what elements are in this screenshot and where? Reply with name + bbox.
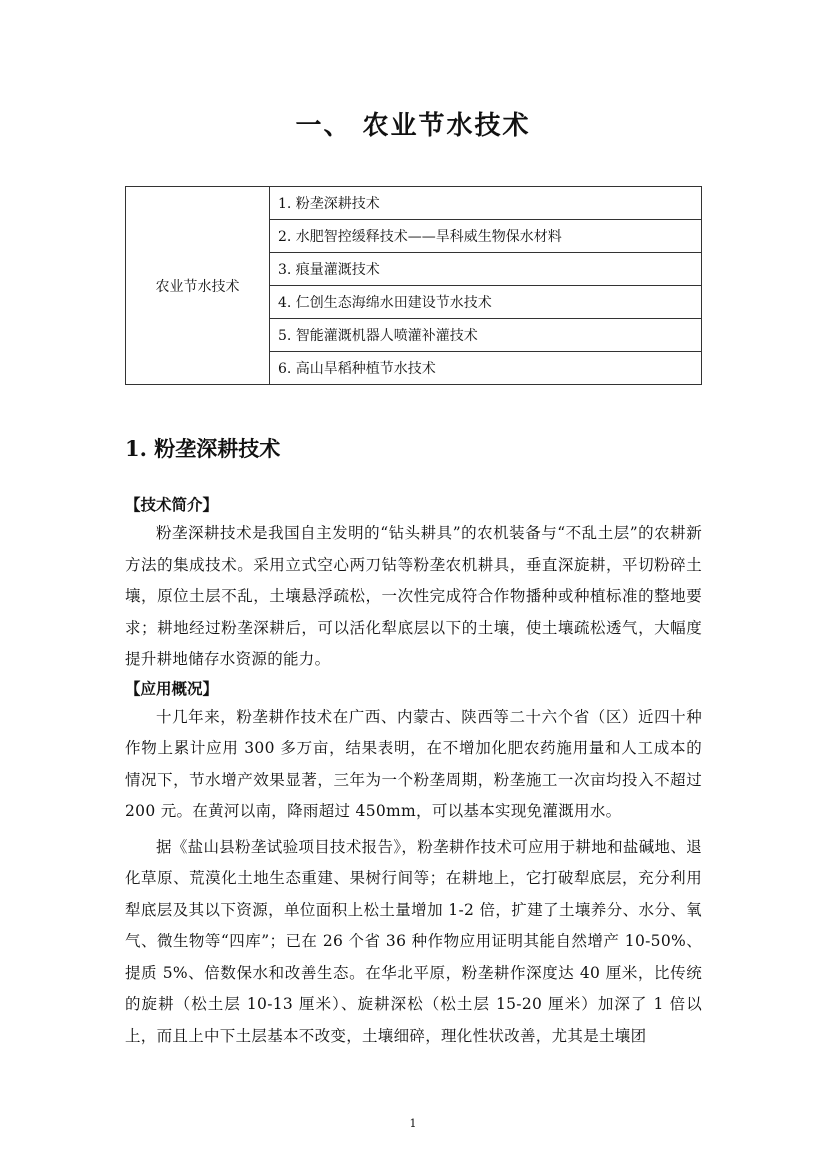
intro-paragraph: 粉垄深耕技术是我国自主发明的“钻头耕具”的农机装备与“不乱土层”的农耕新方法的集成技术。采用立式空心两刀钻等粉垄农机耕具，垂直深旋耕，平切粉碎土壤，原位土层不乱，土壤悬浮疏松，一次性完成符合作物播种或种植标准的整地要求；耕地经过粉垄深耕后，可以活化犁底层以下的土壤，使土壤疏松透气，大幅度提升耕地储存水资源的能力。 <box>125 524 702 668</box>
toc-item: 1. 粉垄深耕技术 <box>270 187 702 220</box>
section-body <box>125 492 702 1052</box>
intro-label: 【技术简介】 <box>125 496 219 514</box>
toc-item: 6. 高山旱稻种植节水技术 <box>270 352 702 385</box>
section-title: 1. 粉垄深耕技术 <box>125 436 281 461</box>
toc-item: 3. 痕量灌溉技术 <box>270 253 702 286</box>
usage-label: 【应用概况】 <box>125 679 219 698</box>
page-number: 1 <box>409 1117 417 1130</box>
toc-category: 农业节水技术 <box>126 187 270 385</box>
toc-table <box>125 186 702 385</box>
toc-item: 4. 仁创生态海绵水田建设节水技术 <box>270 286 702 319</box>
usage-paragraph: 据《盐山县粉垄试验项目技术报告》，粉垄耕作技术可应用于耕地和盐碱地、退化草原、荒漠化土地生态重建、果树行间等；在耕地上，它打破犁底层，充分利用犁底层及其以下资源，单位面积上松土量增加 1-2 倍，扩建了土壤养分、水分、氧气、微生物等“四库”；已在 26 个省 36 种作物应用证明其能自然增产 10-50%、提质 5%、倍数保水和改善生态。在华北平原，粉垄耕作深度达 40 厘米，比传统的旋耕（松土层 10-13 厘米）、旋耕深松（松土层 15-20 厘米）加深了 1 倍以上，而且上中下土层基本不改变，土壤细碎，理化性状改善，尤其是土壤团 <box>125 837 702 1045</box>
usage-paragraph: 十几年来，粉垄耕作技术在广西、内蒙古、陕西等二十六个省（区）近四十种作物上累计应用 300 多万亩，结果表明，在不增加化肥农药施用量和人工成本的情况下，节水增产效果显著，三年为一个粉垄周期，粉垄施工一次亩均投入不超过 200 元。在黄河以南，降雨超过 450mm，可以基本实现免灌溉用水。 <box>125 707 702 820</box>
toc-item: 5. 智能灌溉机器人喷灌补灌技术 <box>270 319 702 352</box>
chapter-title: 一、 农业节水技术 <box>295 111 531 141</box>
toc-item: 2. 水肥智控缓释技术——旱科威生物保水材料 <box>270 220 702 253</box>
toc-row <box>126 187 702 220</box>
